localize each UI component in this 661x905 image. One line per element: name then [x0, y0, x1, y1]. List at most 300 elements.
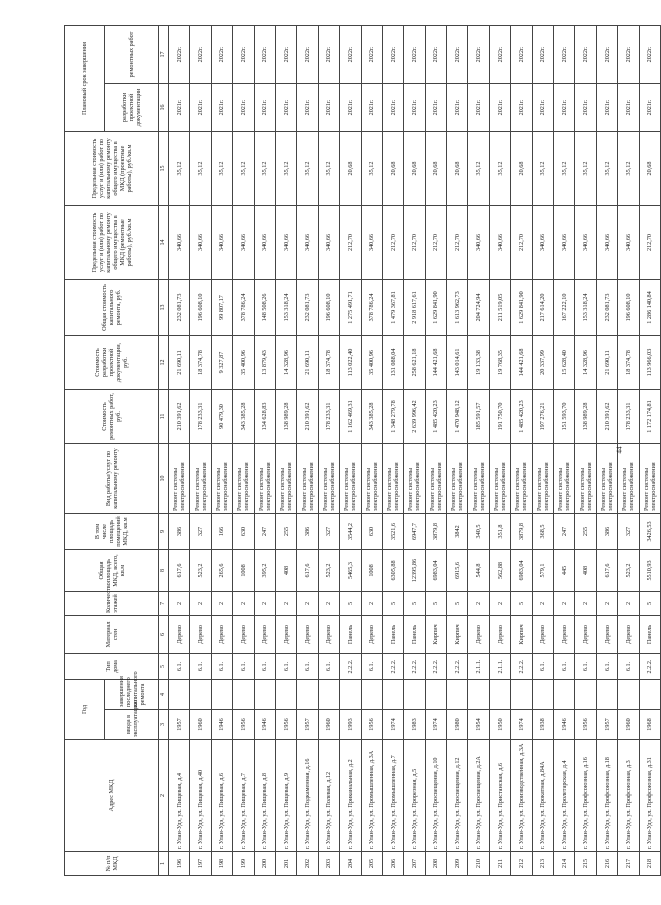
table-cell: 209	[447, 852, 468, 876]
table-cell: 2022г.	[596, 25, 617, 83]
table-cell: 134 628,83	[254, 389, 275, 443]
table-cell: 2022г.	[447, 25, 468, 83]
header-house-type: Тип дома	[65, 653, 159, 679]
table-cell	[318, 679, 339, 709]
table-cell: 178 233,31	[618, 389, 639, 443]
table-cell: г. Улан-Удэ, ул. Профсоюзная, д.16	[575, 740, 596, 852]
table-cell: 2022г.	[425, 25, 446, 83]
table-cell: 2022г.	[340, 25, 361, 83]
table-cell: 617,6	[596, 549, 617, 591]
table-cell: 6.1.	[575, 653, 596, 679]
column-number: 15	[159, 131, 169, 205]
table-cell: 2022г.	[211, 25, 232, 83]
table-cell: 210 391,62	[169, 389, 190, 443]
table-cell: 14 328,96	[575, 335, 596, 389]
table-cell: Дерево	[211, 615, 232, 653]
table-cell: 212,70	[404, 205, 425, 279]
table-cell: 340,66	[254, 205, 275, 279]
table-cell: 166	[211, 513, 232, 549]
table-cell: 2021г.	[639, 83, 660, 131]
table-cell: 19 133,38	[468, 335, 489, 389]
table-cell: Ремонт системы электроснабжения	[211, 443, 232, 513]
header-total-cost: Общая стоимость капитального ремонта, руб.	[65, 279, 159, 335]
table-cell: 340,66	[211, 205, 232, 279]
table-cell: 327	[618, 513, 639, 549]
table-cell: Дерево	[169, 615, 190, 653]
table-cell: 6.1.	[297, 653, 318, 679]
table-cell: 340,5	[468, 513, 489, 549]
table-cell: 1957	[169, 710, 190, 740]
table-cell: 327	[190, 513, 211, 549]
table-cell: 378 786,24	[361, 279, 382, 335]
table-cell: 340,66	[318, 205, 339, 279]
table-cell: 327	[318, 513, 339, 549]
table-cell: 18 374,78	[318, 335, 339, 389]
table-row	[532, 25, 553, 875]
table-cell: 2022г.	[169, 25, 190, 83]
header-last-repair-year: завершения последнего капитального ремонта	[105, 679, 159, 709]
table-cell: 35,12	[489, 131, 510, 205]
table-cell: 212,70	[425, 205, 446, 279]
table-cell: 2021г.	[489, 83, 510, 131]
column-number: 1	[159, 852, 169, 876]
table-cell: Ремонт системы электроснабжения	[532, 443, 553, 513]
table-cell: г. Улан-Удэ, ул. Просвещения, д.2А	[468, 740, 489, 852]
table-cell: 207	[404, 852, 425, 876]
header-repair-term: ремонтных работ	[105, 25, 159, 83]
table-cell: 1008	[233, 549, 254, 591]
table-cell: 9 327,87	[211, 335, 232, 389]
table-cell: 20 337,99	[532, 335, 553, 389]
table-cell: Панель	[382, 615, 403, 653]
table-cell: 2.2.2.	[340, 653, 361, 679]
table-cell: 1 479 367,81	[382, 279, 403, 335]
table-cell: 153 318,24	[275, 279, 296, 335]
table-cell: 178 233,31	[190, 389, 211, 443]
table-cell: 2021г.	[575, 83, 596, 131]
table-cell: 617,6	[297, 549, 318, 591]
table-row	[254, 25, 275, 875]
table-cell: Дерево	[554, 615, 575, 653]
header-repair-cost: Стоимость ремонтных работ, руб.	[65, 389, 159, 443]
table-cell: 3879,8	[425, 513, 446, 549]
table-cell: 1983	[404, 710, 425, 740]
column-number: 4	[159, 679, 169, 709]
table-cell: 378 786,24	[233, 279, 254, 335]
table-cell: 2021г.	[511, 83, 532, 131]
table-cell	[169, 679, 190, 709]
table-cell: 1 275 491,71	[340, 279, 361, 335]
table-cell: 1 162 469,31	[340, 389, 361, 443]
table-cell: Ремонт системы электроснабжения	[233, 443, 254, 513]
table-cell: 340,66	[468, 205, 489, 279]
table-cell: 213	[532, 852, 553, 876]
table-cell: 212,70	[340, 205, 361, 279]
column-number: 5	[159, 653, 169, 679]
table-cell: 199	[233, 852, 254, 876]
table-cell: 340,66	[190, 205, 211, 279]
header-address: Адрес МКД	[65, 740, 159, 852]
table-cell	[489, 679, 510, 709]
table-cell: 35 400,96	[361, 335, 382, 389]
table-cell: 445	[554, 549, 575, 591]
table-cell: 544,8	[468, 549, 489, 591]
table-row	[275, 25, 296, 875]
table-cell: Дерево	[275, 615, 296, 653]
table-cell: 340,66	[297, 205, 318, 279]
header-plan-term: Плановый срок завершения	[65, 25, 105, 131]
table-cell: 1980	[447, 710, 468, 740]
page-number: 44	[615, 446, 624, 454]
table-cell: г. Улан-Удэ, ул. Прорезная, д.5	[404, 740, 425, 852]
table-row	[169, 25, 190, 875]
table-cell: 5	[340, 591, 361, 615]
table-cell	[254, 679, 275, 709]
header-premises-area: В том числе площадь помещений МКД, кв.м	[65, 513, 159, 549]
table-cell: 144 421,68	[425, 335, 446, 389]
table-cell: 2021г.	[340, 83, 361, 131]
table-cell	[404, 679, 425, 709]
header-work-type: Вид работы/услуг по капитальному ремонту	[65, 443, 159, 513]
table-cell: 216	[596, 852, 617, 876]
table-cell: 201	[275, 852, 296, 876]
table-cell: 232 081,73	[596, 279, 617, 335]
table-cell: 2021г.	[447, 83, 468, 131]
table-cell: г. Улан-Удэ, ул. Профсоюзная, д.31	[639, 740, 660, 852]
table-cell: 2021г.	[318, 83, 339, 131]
table-cell: 630	[233, 513, 254, 549]
table-cell: Ремонт системы электроснабжения	[575, 443, 596, 513]
table-cell: Дерево	[233, 615, 254, 653]
table-cell: Ремонт системы электроснабжения	[447, 443, 468, 513]
table-cell: 2	[596, 591, 617, 615]
table-cell: 258 621,18	[404, 335, 425, 389]
table-cell: 144 421,68	[511, 335, 532, 389]
table-cell: 1 172 174,81	[639, 389, 660, 443]
table-row	[233, 25, 254, 875]
table-cell: 2.2.2.	[511, 653, 532, 679]
table-cell: 2022г.	[554, 25, 575, 83]
table-cell: 215	[575, 852, 596, 876]
table-cell: 6947,7	[404, 513, 425, 549]
table-cell: 6915,6	[447, 549, 468, 591]
table-cell: 340,66	[532, 205, 553, 279]
table-row	[639, 25, 660, 875]
table-cell: 204	[340, 852, 361, 876]
table-cell: Ремонт системы электроснабжения	[404, 443, 425, 513]
table-cell: 21 690,11	[169, 335, 190, 389]
table-cell: 35,12	[554, 131, 575, 205]
table-cell: г. Улан-Удэ, ул. Пристанская, д.6	[489, 740, 510, 852]
table-cell: 15 628,40	[554, 335, 575, 389]
table-cell: Дерево	[468, 615, 489, 653]
table-cell: г. Улан-Удэ, ул. Пролетарская, д.4	[554, 740, 575, 852]
table-cell: г. Улан-Удэ, ул. Промышленная, д.3А	[361, 740, 382, 852]
table-cell: 196	[169, 852, 190, 876]
table-cell: 343 385,28	[233, 389, 254, 443]
table-cell: 6.1.	[275, 653, 296, 679]
table-cell: 3544,2	[340, 513, 361, 549]
column-number: 7	[159, 591, 169, 615]
table-row	[404, 25, 425, 875]
table-cell: 35,12	[190, 131, 211, 205]
table-cell: 1 348 279,78	[382, 389, 403, 443]
table-cell: 151 593,70	[554, 389, 575, 443]
table-cell: 1 613 962,73	[447, 279, 468, 335]
table-row	[575, 25, 596, 875]
table-cell	[382, 679, 403, 709]
table-cell: 20,68	[425, 131, 446, 205]
table-cell: 3842	[447, 513, 468, 549]
table-cell: Дерево	[318, 615, 339, 653]
table-cell: 2	[318, 591, 339, 615]
table-cell: 138 989,28	[575, 389, 596, 443]
table-cell: 368,5	[532, 513, 553, 549]
table-cell: 2	[489, 591, 510, 615]
table-cell: 212,70	[447, 205, 468, 279]
table-cell: 2.2.2.	[447, 653, 468, 679]
table-cell: Панель	[340, 615, 361, 653]
header-number: № п/п МКД	[65, 852, 159, 876]
table-cell: 5	[382, 591, 403, 615]
table-cell	[468, 679, 489, 709]
table-cell: 202	[297, 852, 318, 876]
table-cell: 35,12	[318, 131, 339, 205]
table-cell: 2022г.	[233, 25, 254, 83]
table-row	[382, 25, 403, 875]
table-cell: 6.1.	[618, 653, 639, 679]
table-cell: 191 750,70	[489, 389, 510, 443]
table-cell: 6.1.	[254, 653, 275, 679]
table-cell: 2021г.	[532, 83, 553, 131]
table-cell: г. Улан-Удэ, ул. Промышленная, д.7	[382, 740, 403, 852]
table-cell: 214	[554, 852, 575, 876]
header-commission-year: ввода в эксплуатацию	[105, 710, 159, 740]
table-cell: 1956	[233, 710, 254, 740]
table-cell: Ремонт системы электроснабжения	[618, 443, 639, 513]
table-cell: 2.2.2.	[404, 653, 425, 679]
table-cell	[575, 679, 596, 709]
table-cell: Ремонт системы электроснабжения	[425, 443, 446, 513]
table-cell: 2	[575, 591, 596, 615]
table-body	[169, 25, 661, 875]
table-cell: Дерево	[618, 615, 639, 653]
table-cell: Ремонт системы электроснабжения	[190, 443, 211, 513]
table-cell: 2021г.	[618, 83, 639, 131]
table-cell: Ремонт системы электроснабжения	[639, 443, 660, 513]
column-number: 2	[159, 740, 169, 852]
table-cell: 2021г.	[596, 83, 617, 131]
table-cell	[233, 679, 254, 709]
table-cell: 5465,3	[340, 549, 361, 591]
table-cell: 6305,88	[382, 549, 403, 591]
table-cell: 395,2	[254, 549, 275, 591]
header-limit-repair: Предельная стоимость услуг и (или) работ по капитальному ремонту общего имущества в МКД (ремонтные работы), руб./кв.м	[65, 205, 159, 279]
table-cell: 35,12	[275, 131, 296, 205]
table-cell: 1 485 420,23	[511, 389, 532, 443]
table-cell: 2021г.	[169, 83, 190, 131]
table-cell: 1946	[211, 710, 232, 740]
table-cell: 198	[211, 852, 232, 876]
table-cell: 138 989,28	[275, 389, 296, 443]
table-cell: 2.1.1.	[489, 653, 510, 679]
table-cell: 3879,8	[511, 513, 532, 549]
table-cell: г. Улан-Удэ, ул. Полевая, д.12	[318, 740, 339, 852]
table-cell: г. Улан-Удэ, ул. Подкаменная, д.16	[297, 740, 318, 852]
table-cell: 211	[489, 852, 510, 876]
table-cell: 196 608,10	[318, 279, 339, 335]
column-number: 6	[159, 615, 169, 653]
table-cell: 2021г.	[190, 83, 211, 131]
table-cell: 340,66	[361, 205, 382, 279]
table-cell: 1 629 841,90	[425, 279, 446, 335]
table-cell: 35,12	[169, 131, 190, 205]
table-cell: Ремонт системы электроснабжения	[554, 443, 575, 513]
table-cell: Ремонт системы электроснабжения	[468, 443, 489, 513]
table-cell: 196 608,10	[618, 279, 639, 335]
table-cell: 143 014,61	[447, 335, 468, 389]
table-cell: 6.1.	[211, 653, 232, 679]
table-cell: 5510,93	[639, 549, 660, 591]
table-cell: 1960	[618, 710, 639, 740]
table-cell: г. Улан-Удэ, ул. Просвещения, д.10	[425, 740, 446, 852]
table-cell: 212	[511, 852, 532, 876]
table-cell: 35,12	[233, 131, 254, 205]
table-cell: 617,6	[169, 549, 190, 591]
column-number: 11	[159, 389, 169, 443]
table-cell: 6.1.	[532, 653, 553, 679]
table-cell: Дерево	[190, 615, 211, 653]
table-cell: Кирпич	[425, 615, 446, 653]
table-cell: 2021г.	[425, 83, 446, 131]
table-cell: 2022г.	[404, 25, 425, 83]
table-cell: 2021г.	[404, 83, 425, 131]
column-number: 13	[159, 279, 169, 335]
table-cell: 2	[618, 591, 639, 615]
table-cell: 35,12	[596, 131, 617, 205]
table-cell: 18 374,78	[190, 335, 211, 389]
table-cell	[275, 679, 296, 709]
table-cell: 217 614,20	[532, 279, 553, 335]
table-cell: 90 479,30	[211, 389, 232, 443]
table-row	[190, 25, 211, 875]
table-cell: 5	[447, 591, 468, 615]
table-cell: 211 519,05	[489, 279, 510, 335]
table-cell: 178 233,31	[318, 389, 339, 443]
table-cell: Дерево	[254, 615, 275, 653]
table-cell: 340,66	[233, 205, 254, 279]
table-cell: 579,1	[532, 549, 553, 591]
table-cell: 255	[275, 513, 296, 549]
table-cell: 343 385,28	[361, 389, 382, 443]
table-cell: 2021г.	[275, 83, 296, 131]
table-row	[468, 25, 489, 875]
table-cell	[532, 679, 553, 709]
table-cell: 2022г.	[275, 25, 296, 83]
table-cell: 131 088,04	[382, 335, 403, 389]
table-cell: 20,68	[447, 131, 468, 205]
table-cell: 2	[190, 591, 211, 615]
table-cell: 148 508,26	[254, 279, 275, 335]
table-cell: 35,12	[575, 131, 596, 205]
table-cell	[190, 679, 211, 709]
table-cell: Дерево	[361, 615, 382, 653]
table-cell: 21 690,11	[596, 335, 617, 389]
table-cell: 247	[554, 513, 575, 549]
header-design-term: разработки проектной документации	[105, 83, 159, 131]
table-cell: 1008	[361, 549, 382, 591]
table-cell: 99 807,17	[211, 279, 232, 335]
table-cell: 6.1.	[318, 653, 339, 679]
table-cell: 1946	[554, 710, 575, 740]
table-cell: г. Улан-Удэ, ул. Прокатная, д.84А	[532, 740, 553, 852]
table-cell: 2.2.2.	[639, 653, 660, 679]
table-cell: 2021г.	[468, 83, 489, 131]
table-row	[511, 25, 532, 875]
table-cell: Ремонт системы электроснабжения	[511, 443, 532, 513]
table-cell: 153 318,24	[575, 279, 596, 335]
table-cell: 2	[297, 591, 318, 615]
table-cell: 21 690,11	[297, 335, 318, 389]
table-cell	[511, 679, 532, 709]
table-cell: 3521,6	[382, 513, 403, 549]
table-cell: 3426,53	[639, 513, 660, 549]
table-cell: 20,68	[639, 131, 660, 205]
table-cell: 2022г.	[575, 25, 596, 83]
table-cell: 2021г.	[382, 83, 403, 131]
table-cell: 185 591,57	[468, 389, 489, 443]
table-cell: 1946	[254, 710, 275, 740]
table-cell: 2 918 617,61	[404, 279, 425, 335]
table-cell: 2 639 996,42	[404, 389, 425, 443]
table-cell: 6.1.	[361, 653, 382, 679]
table-cell: 2022г.	[190, 25, 211, 83]
table-cell: 2.2.2.	[425, 653, 446, 679]
table-cell: 1956	[575, 710, 596, 740]
table-cell: 20,68	[511, 131, 532, 205]
table-cell: 2022г.	[468, 25, 489, 83]
table-cell: 212,70	[639, 205, 660, 279]
table-cell: 1974	[425, 710, 446, 740]
table-cell: 1960	[318, 710, 339, 740]
table-cell: 203	[318, 852, 339, 876]
table-cell: 1968	[639, 710, 660, 740]
table-cell: Ремонт системы электроснабжения	[169, 443, 190, 513]
table-cell: 35,12	[254, 131, 275, 205]
table-cell: 35,12	[211, 131, 232, 205]
table-cell: 217	[618, 852, 639, 876]
table-cell: 1 629 841,90	[511, 279, 532, 335]
table-cell: 2021г.	[211, 83, 232, 131]
table-cell: 2021г.	[361, 83, 382, 131]
header-floors: Количество этажей	[65, 591, 159, 615]
column-number: 9	[159, 513, 169, 549]
table-cell: Ремонт системы электроснабжения	[318, 443, 339, 513]
table-cell: г. Улан-Удэ, ул. Профсоюзная, д.18	[596, 740, 617, 852]
table-cell: г. Улан-Удэ, ул. Пищевая, д.7	[233, 740, 254, 852]
table-cell: г. Улан-Удэ, ул. Пищевая, д.40	[190, 740, 211, 852]
table-cell: 2022г.	[618, 25, 639, 83]
table-cell: 14 328,96	[275, 335, 296, 389]
table-row	[554, 25, 575, 875]
table-cell: 2	[361, 591, 382, 615]
table-row	[596, 25, 617, 875]
column-number: 8	[159, 549, 169, 591]
table-cell: 2.1.1.	[468, 653, 489, 679]
table-cell: 20,68	[340, 131, 361, 205]
table-cell: 2	[275, 591, 296, 615]
table-cell: 206	[382, 852, 403, 876]
